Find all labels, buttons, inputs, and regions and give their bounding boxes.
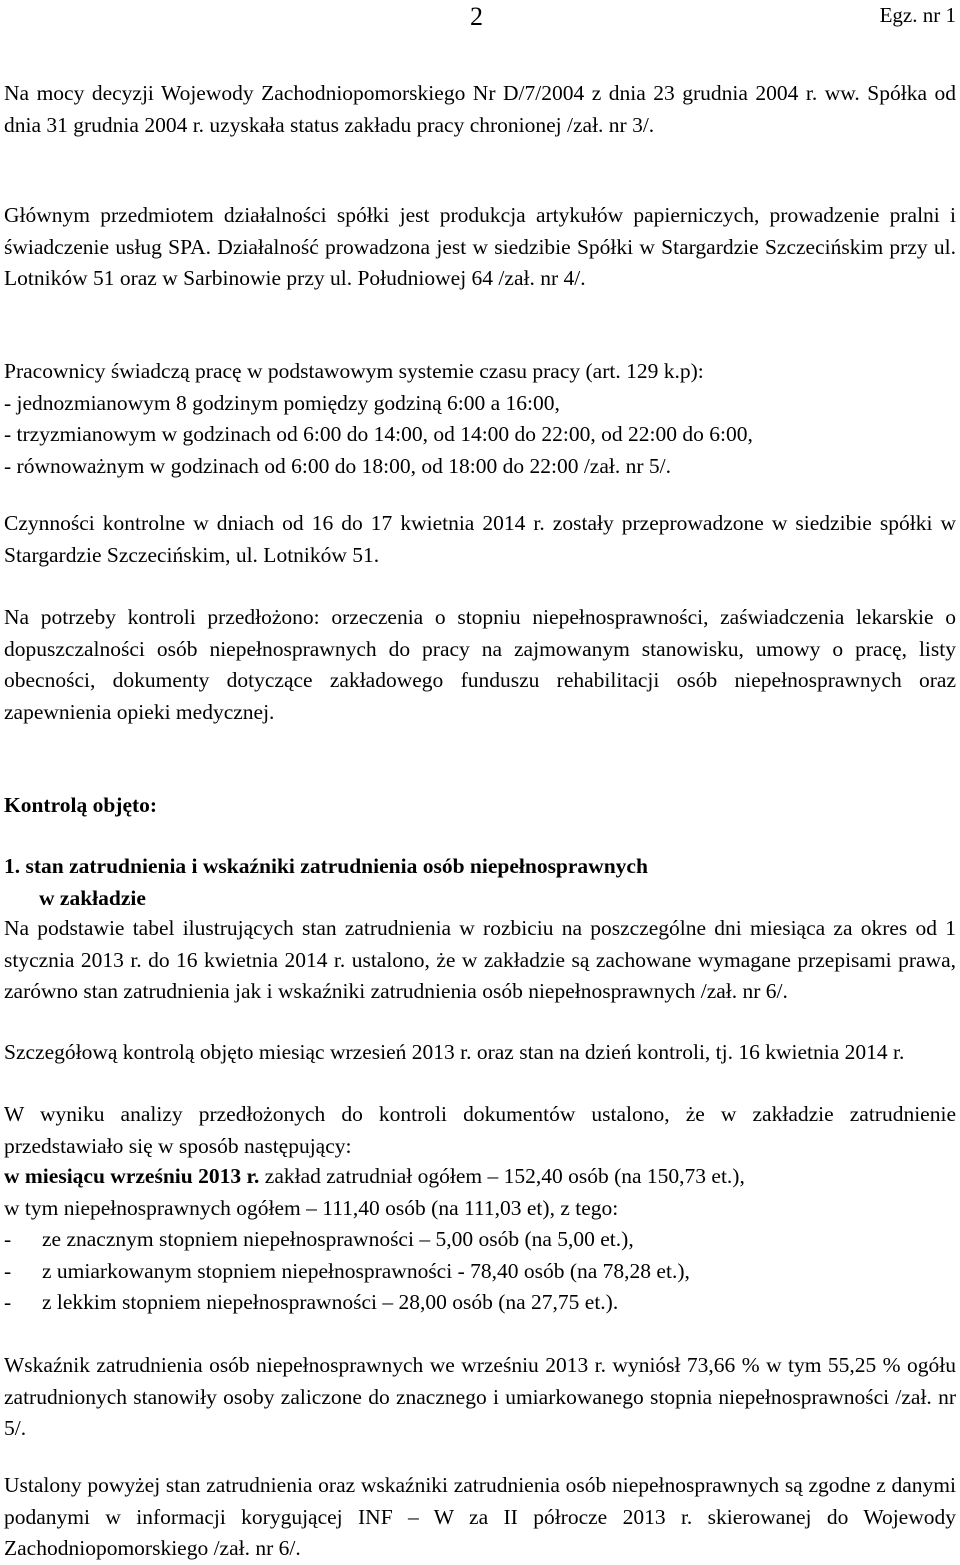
page-number: 2: [470, 2, 483, 31]
section-1-heading-line: 1. stan zatrudnienia i wskaźniki zatrudnienia osób niepełnosprawnych: [4, 854, 648, 878]
paragraph-detailed-control: Szczegółową kontrolą objęto miesiąc wrzesień 2013 r. oraz stan na dzień kontroli, tj. 16 kwietnia 2014 r.: [4, 1040, 905, 1064]
employment-september: [4, 1161, 956, 1319]
list-dash: -: [4, 1227, 12, 1251]
working-time-block: [4, 356, 956, 482]
employment-item: [4, 1224, 956, 1256]
paragraph-decision: Na mocy decyzji Wojewody Zachodniopomorskiego Nr D/7/2004 z dnia 23 grudnia 2004 r. ww. Spółka od dnia 31 grudnia 2004 r. uzyskała status zakładu pracy chronionej /zał. nr 3/.: [4, 81, 956, 137]
employment-item-text: z lekkim stopniem niepełnosprawności – 28,00 osób (na 27,75 et.).: [42, 1290, 619, 1314]
working-time-item: - równoważnym w godzinach od 6:00 do 18:00, od 18:00 do 22:00 /zał. nr 5/.: [4, 453, 671, 478]
employment-item: [4, 1256, 956, 1288]
paragraph-documents: Na potrzeby kontroli przedłożono: orzeczenia o stopniu niepełnosprawności, zaświadczenia lekarskie o dopuszczalności osób niepełnosprawnych do pracy na zajmowanym stanowisku, umowy o pracę, listy obecności, dokumenty dotyczące zakładowego funduszu rehabilitacji osób niepełnosprawnych oraz zapewnienia opieki medycznej.: [4, 605, 956, 724]
working-time-item: - trzyzmianowym w godzinach od 6:00 do 14:00, od 14:00 do 22:00, od 22:00 do 6:00,: [4, 422, 753, 446]
paragraph-control-dates: Czynności kontrolne w dniach od 16 do 17 kwietnia 2014 r. zostały przeprowadzone w siedzibie spółki w Stargardzie Szczecińskim, ul. Lotników 51.: [4, 511, 956, 567]
section-1-heading-line: w zakładzie: [39, 885, 146, 910]
employment-total-text: zakład zatrudniał ogółem – 152,40 osób (na 150,73 et.),: [259, 1164, 745, 1188]
paragraph-analysis: W wyniku analizy przedłożonych do kontroli dokumentów ustalono, że w zakładzie zatrudnienie przedstawiało się w sposób następujący:: [4, 1102, 956, 1158]
working-time-intro: Pracownicy świadczą pracę w podstawowym systemie czasu pracy (art. 129 k.p):: [4, 359, 704, 383]
list-dash: -: [4, 1258, 12, 1283]
heading-kontrola: Kontrolą objęto:: [4, 793, 158, 817]
employment-total-line: [4, 1161, 956, 1193]
working-time-item: - jednozmianowym 8 godzinym pomiędzy godziną 6:00 a 16:00,: [4, 390, 560, 415]
list-dash: -: [4, 1290, 12, 1314]
employment-disabled-line: w tym niepełnosprawnych ogółem – 111,40 osób (na 111,03 et), z tego:: [4, 1195, 619, 1220]
employment-month-label: w miesiącu wrześniu 2013 r.: [4, 1164, 260, 1188]
employment-item-text: z umiarkowanym stopniem niepełnosprawności - 78,40 osób (na 78,28 et.),: [42, 1258, 690, 1283]
paragraph-indicator: Wskaźnik zatrudnienia osób niepełnosprawnych we wrześniu 2013 r. wyniósł 73,66 % w tym 55,25 % ogółu zatrudnionych stanowiły osoby zaliczone do znacznego i umiarkowanego stopnia niepełnosprawności /zał. nr 5/.: [4, 1353, 956, 1440]
paragraph-tables: Na podstawie tabel ilustrujących stan zatrudnienia w rozbiciu na poszczególne dni miesiąca za okres od 1 stycznia 2013 r. do 16 kwietnia 2014 r. ustalono, że w zakładzie są zachowane wymagane przepisami prawa, zarówno stan zatrudnienia jak i wskaźniki zatrudnienia osób niepełnosprawnych /zał. nr 6/.: [4, 916, 956, 1003]
employment-item: [4, 1287, 956, 1319]
paragraph-conclusion: Ustalony powyżej stan zatrudnienia oraz wskaźniki zatrudnienia osób niepełnosprawnych są zgodne z danymi podanymi w informacji korygującej INF – W za II półrocze 2013 r. skierowanej do Wojewody Zachodniopomorskiego /zał. nr 6/.: [4, 1473, 956, 1560]
employment-item-text: ze znacznym stopniem niepełnosprawności – 5,00 osób (na 5,00 et.),: [42, 1227, 634, 1251]
section-1-heading: [4, 851, 956, 914]
paragraph-activity: Głównym przedmiotem działalności spółki jest produkcja artykułów papierniczych, prowadzenie pralni i świadczenie usług SPA. Działalność prowadzona jest w siedzibie Spółki w Stargardzie Szczecińskim przy ul. Lotników 51 oraz w Sarbinowie przy ul. Południowej 64 /zał. nr 4/.: [4, 203, 956, 290]
copy-label: Egz. nr 1: [879, 3, 956, 27]
